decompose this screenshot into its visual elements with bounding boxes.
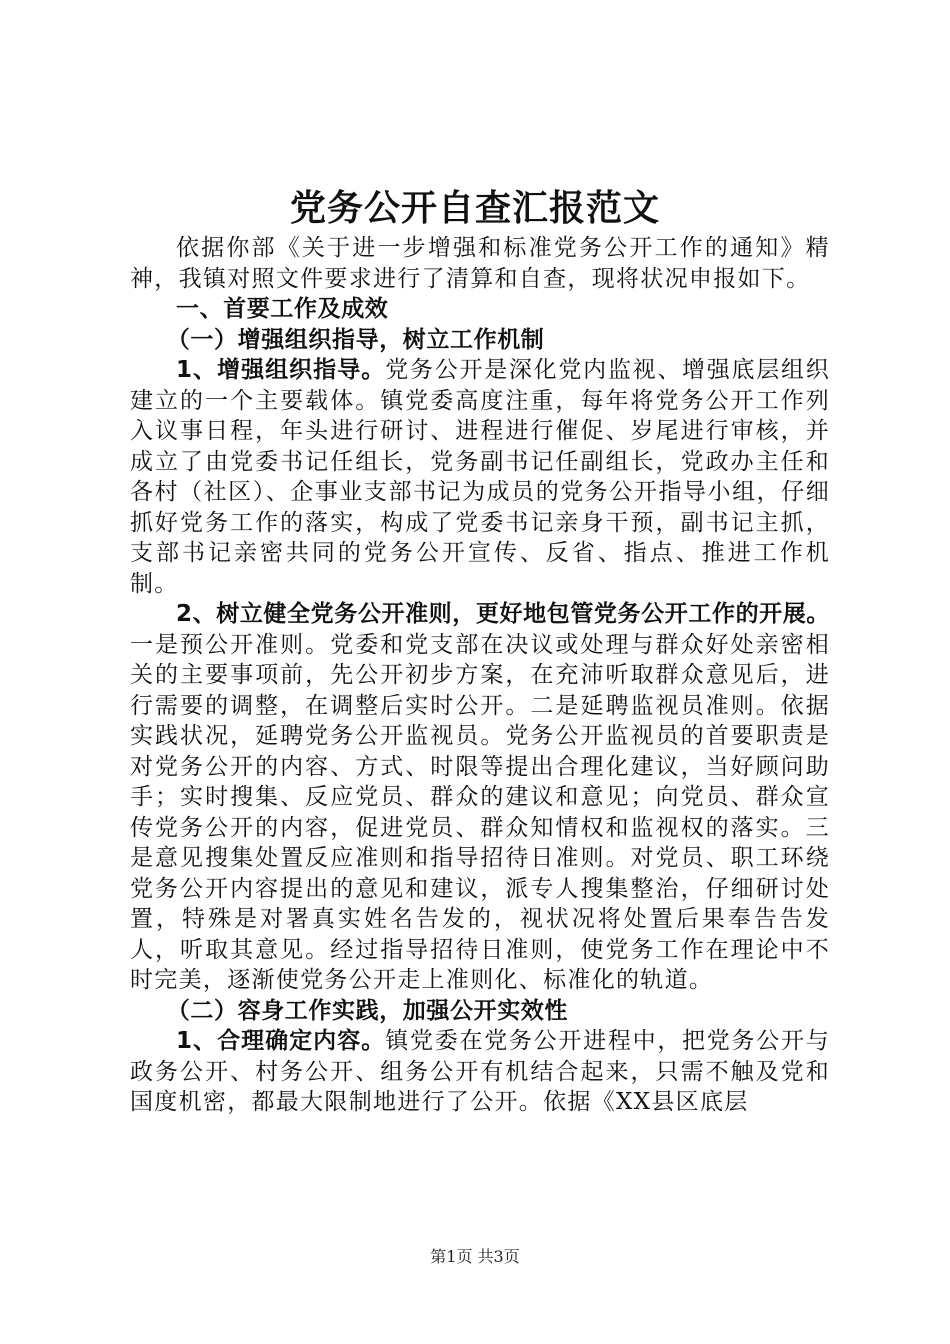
subsection-heading: （一）增强组织指导，树立工作机制	[166, 326, 545, 353]
section-heading: 一、首要工作及成效	[176, 296, 389, 322]
document-body	[130, 233, 830, 1118]
paragraph-2-lead: 2、树立健全党务公开准则，更好地包管党务公开工作的开展。	[176, 601, 830, 627]
paragraph-1-text: 党务公开是深化党内监视、增强底层组织建立的一个主要载体。镇党委高度注重，每年将党务公开工作列入议事日程，年头进行研讨、进程进行催促、岁尾进行审核，并成立了由党委书记任组长，党务副书记任副组长，党政办主任和各村（社区）、企事业支部书记为成员的党务公开指导小组，仔细抓好党务工作的落实，构成了党委书记亲身干预，副书记主抓，支部书记亲密共同的党务公开宣传、反省、指点、推进工作机制。	[130, 357, 830, 597]
paragraph-2-text: 一是预公开准则。党委和党支部在决议或处理与群众好处亲密相关的主要事项前，先公开初步方案，在充沛听取群众意见后，进行需要的调整，在调整后实时公开。二是延聘监视员准则。依据实践状况，延聘党务公开监视员。党务公开监视员的首要职责是对党务公开的内容、方式、时限等提出合理化建议，当好顾问助手；实时搜集、反应党员、群众的建议和意见；向党员、群众宣传党务公开的内容，促进党员、群众知情权和监视权的落实。三是意见搜集处置反应准则和指导招待日准则。对党员、职工环绕党务公开内容提出的意见和建议，派专人搜集整治，仔细研讨处置，特殊是对署真实姓名告发的，视状况将处置后果奉告告发人，听取其意见。经过指导招待日准则，使党务工作在理论中不时完美，逐渐使党务公开走上准则化、标准化的轨道。	[130, 631, 830, 993]
paragraph-1-lead: 1、增强组织指导。	[176, 357, 386, 383]
intro-paragraph: 依据你部《关于进一步增强和标准党务公开工作的通知》精神，我镇对照文件要求进行了清算和自查，现将状况申报如下。	[130, 235, 830, 292]
page-footer: 第1页 共3页	[430, 1247, 520, 1266]
paragraph-1	[130, 355, 830, 599]
subsection-heading-2: （二）容身工作实践，加强公开实效性	[166, 997, 568, 1024]
paragraph-3-text: 镇党委在党务公开进程中，把党务公开与政务公开、村务公开、组务公开有机结合起来，只需不触及党和国度机密，都最大限制地进行了公开。依据《XX县区底层	[130, 1028, 830, 1115]
paragraph-3	[130, 1026, 830, 1118]
paragraph-3-lead: 1、合理确定内容。	[176, 1028, 386, 1054]
document-title: 党务公开自查汇报范文	[289, 187, 660, 229]
paragraph-2	[130, 599, 830, 996]
